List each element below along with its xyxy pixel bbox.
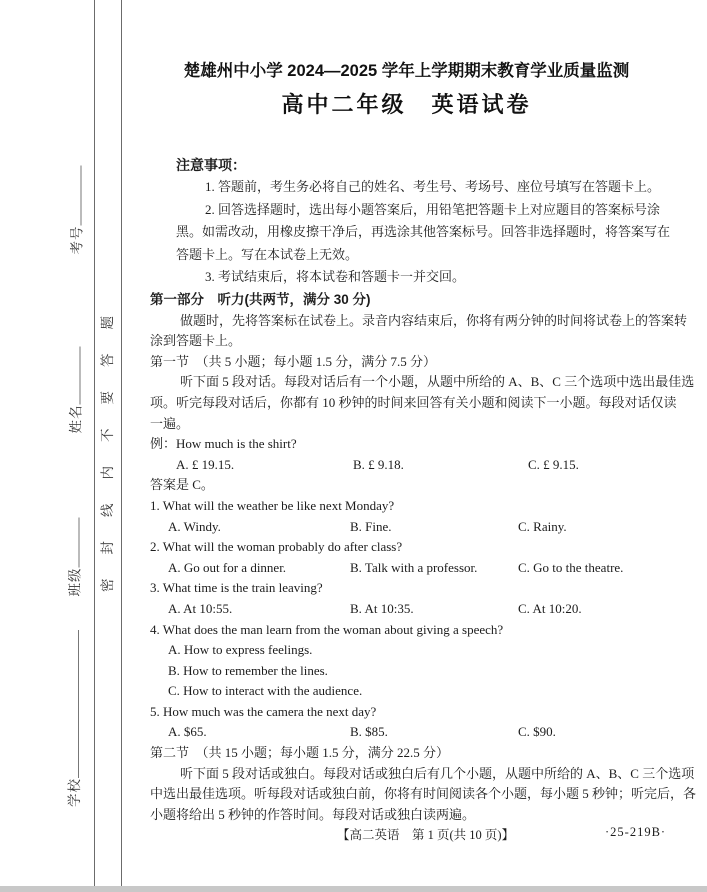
question-3-prompt: 3. What time is the train leaving? bbox=[150, 580, 323, 596]
field-name-label: 姓名 bbox=[68, 404, 84, 434]
question-4-option-b: B. How to remember the lines. bbox=[168, 662, 328, 678]
page-subtitle: 高中二年级 英语试卷 bbox=[281, 92, 532, 117]
question-5-option-c: C. $90. bbox=[518, 724, 556, 740]
section2-intro-line: 小题将给出 5 秒钟的作答时间。每段对话或独白读两遍。 bbox=[150, 806, 476, 822]
question-2-prompt: 2. What will the woman probably do after class? bbox=[150, 539, 403, 555]
section1-heading: 第一节 （共 5 小题；每小题 1.5 分，满分 7.5 分） bbox=[150, 353, 437, 369]
question-2-options-row bbox=[150, 558, 663, 579]
field-name bbox=[67, 329, 87, 434]
part1-intro-line: 涂到答题卡上。 bbox=[150, 333, 242, 349]
question-4-prompt: 4. What does the man learn from the woman about giving a speech? bbox=[150, 621, 504, 637]
notice-line: 2. 回答选择题时，选出每小题答案后，用铅笔把答题卡上对应题目的答案标号涂 bbox=[205, 201, 661, 217]
question-4-option-a: A. How to express feelings. bbox=[168, 642, 313, 658]
section2-intro-line: 中选出最佳选项。听每段对话或独白前，你将有时间阅读各个小题，每小题 5 秒钟；听完后，各 bbox=[150, 786, 697, 802]
page-title: 楚雄州中小学 2024—2025 学年上学期期末教育学业质量监测 bbox=[183, 62, 630, 80]
field-exam-number-blank-line bbox=[68, 166, 82, 226]
question-1-option-c: C. Rainy. bbox=[518, 518, 567, 534]
field-school bbox=[65, 607, 85, 807]
question-5-option-a: A. $65. bbox=[168, 724, 207, 740]
question-2-option-b: B. Talk with a professor. bbox=[350, 559, 478, 575]
question-1-option-b: B. Fine. bbox=[350, 518, 392, 534]
notice-line: 1. 答题前，考生务必将自己的姓名、考生号、考场号、座位号填写在答题卡上。 bbox=[205, 179, 661, 195]
notice-line: 答题卡上。写在本试卷上无效。 bbox=[176, 246, 359, 262]
field-class-blank-line bbox=[66, 518, 80, 568]
field-exam-number bbox=[68, 150, 88, 255]
field-class bbox=[66, 502, 86, 597]
question-1-option-a: A. Windy. bbox=[168, 518, 221, 534]
question-4-option-c: C. How to interact with the audience. bbox=[168, 683, 363, 699]
field-class-label: 班级 bbox=[67, 567, 83, 597]
question-1-options-row bbox=[150, 517, 663, 538]
notice-line: 3. 考试结束后，将本试卷和答题卡一并交回。 bbox=[205, 268, 466, 284]
section2-intro-line: 听下面 5 段对话或独白。每段对话或独白后有几个小题，从题中所给的 A、B、C 三个选项 bbox=[180, 765, 695, 781]
example-option-a: A. £ 19.15. bbox=[176, 456, 235, 472]
footer-page-info: 【高二英语 第 1 页(共 10 页)】 bbox=[337, 828, 515, 842]
question-3-option-a: A. At 10:55. bbox=[168, 600, 233, 616]
question-3-options-row bbox=[150, 599, 663, 620]
page-bottom-edge bbox=[0, 886, 707, 892]
seal-rule-right bbox=[121, 0, 122, 887]
footer-paper-code: ·25-219B· bbox=[605, 825, 667, 839]
section1-intro-line: 项。听完每段对话后，你都有 10 秒钟的时间来回答有关小题和阅读下一小题。每段对话仅读 bbox=[150, 394, 677, 410]
seal-rule-left bbox=[94, 0, 95, 887]
question-2-option-c: C. Go to the theatre. bbox=[518, 559, 624, 575]
question-3-option-c: C. At 10:20. bbox=[518, 600, 582, 616]
part1-block bbox=[150, 290, 697, 825]
question-5-option-b: B. $85. bbox=[350, 724, 388, 740]
part1-heading: 第一部分 听力(共两节，满分 30 分) bbox=[150, 292, 371, 307]
example-option-b: B. £ 9.18. bbox=[353, 456, 404, 472]
seal-line-vertical-text: 密封线内不要答题 bbox=[100, 292, 115, 592]
section2-heading: 第二节 （共 15 小题；每小题 1.5 分，满分 22.5 分） bbox=[150, 745, 450, 761]
notice-heading: 注意事项： bbox=[176, 157, 246, 173]
question-5-options-row bbox=[150, 722, 663, 743]
field-exam-number-label: 考号 bbox=[69, 225, 85, 255]
question-2-option-a: A. Go out for a dinner. bbox=[168, 559, 287, 575]
notice-line: 黑。如需改动，用橡皮擦干净后，再选涂其他答案标号。回答非选择题时，将答案写在 bbox=[176, 224, 671, 240]
example-prompt: 例：How much is the shirt? bbox=[150, 436, 297, 452]
example-answer-note: 答案是 C。 bbox=[150, 477, 214, 493]
example-options-row bbox=[150, 455, 663, 476]
question-3-option-b: B. At 10:35. bbox=[350, 600, 414, 616]
example-option-c: C. £ 9.15. bbox=[528, 456, 579, 472]
field-name-blank-line bbox=[67, 347, 81, 405]
notice-block bbox=[176, 154, 671, 288]
part1-intro-line: 做题时，先将答案标在试卷上。录音内容结束后，你将有两分钟的时间将试卷上的答案转 bbox=[180, 312, 688, 328]
section1-intro-line: 听下面 5 段对话。每段对话后有一个小题，从题中所给的 A、B、C 三个选项中选出最佳选 bbox=[180, 374, 695, 390]
field-school-label: 学校 bbox=[67, 778, 82, 807]
section1-intro-line: 一遍。 bbox=[150, 415, 190, 431]
field-school-blank-line bbox=[65, 630, 79, 778]
question-1-prompt: 1. What will the weather be like next Monday? bbox=[150, 497, 395, 513]
question-5-prompt: 5. How much was the camera the next day? bbox=[150, 703, 377, 719]
